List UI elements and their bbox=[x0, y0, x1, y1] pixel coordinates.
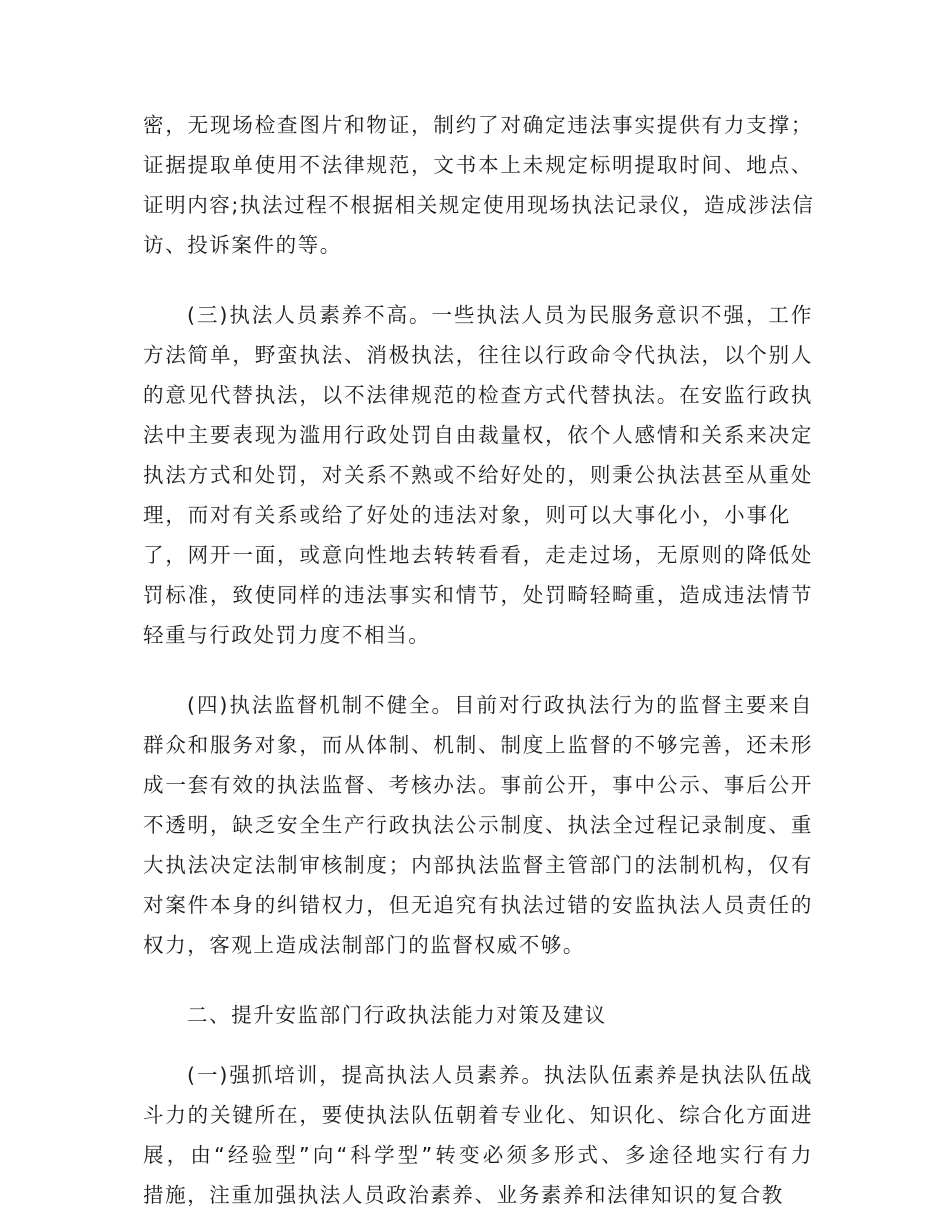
text-line: 证明内容;执法过程不根据相关规定使用现场执法记录仪，造成涉法信 bbox=[143, 193, 815, 217]
paragraph-first-line: (四)执法监督机制不健全。目前对行政执法行为的监督主要来自 bbox=[187, 693, 813, 717]
text-line: 方法简单，野蛮执法、消极执法，往往以行政命令代执法，以个别人 bbox=[143, 343, 813, 367]
text-line: 对案件本身的纠错权力，但无追究有执法过错的安监执法人员责任的 bbox=[143, 893, 813, 917]
text-line: 大执法决定法制审核制度；内部执法监督主管部门的法制机构，仅有 bbox=[143, 853, 813, 877]
text-line: 理，而对有关系或给了好处的违法对象，则可以大事化小，小事化 bbox=[143, 503, 791, 527]
paragraph-first-line: (一)强抓培训，提高执法人员素养。执法队伍素养是执法队伍战 bbox=[187, 1063, 813, 1087]
text-line: 证据提取单使用不法律规范，文书本上未规定标明提取时间、地点、 bbox=[143, 153, 813, 177]
text-line: 罚标准，致使同样的违法事实和情节，处罚畸轻畸重，造成违法情节 bbox=[143, 583, 813, 607]
text-line: 展，由“经验型”向“科学型”转变必须多形式、多途径地实行有力 bbox=[143, 1143, 813, 1167]
paragraph-first-line: (三)执法人员素养不高。一些执法人员为民服务意识不强，工作 bbox=[187, 303, 813, 327]
text-line: 斗力的关键所在，要使执法队伍朝着专业化、知识化、综合化方面进 bbox=[143, 1103, 813, 1127]
text-line: 轻重与行政处罚力度不相当。 bbox=[143, 623, 431, 647]
text-line: 法中主要表现为滥用行政处罚自由裁量权，依个人感情和关系来决定 bbox=[143, 423, 813, 447]
text-line: 了，网开一面，或意向性地去转转看看，走走过场，无原则的降低处 bbox=[143, 543, 813, 567]
text-line: 不透明，缺乏安全生产行政执法公示制度、执法全过程记录制度、重 bbox=[143, 813, 813, 837]
text-line: 执法方式和处罚，对关系不熟或不给好处的，则秉公执法甚至从重处 bbox=[143, 463, 813, 487]
text-line: 成一套有效的执法监督、考核办法。事前公开，事中公示、事后公开 bbox=[143, 773, 813, 797]
text-line: 访、投诉案件的等。 bbox=[143, 233, 342, 257]
text-line: 群众和服务对象，而从体制、机制、制度上监督的不够完善，还未形 bbox=[143, 733, 813, 757]
text-line: 措施，注重加强执法人员政治素养、业务素养和法律知识的复合教 bbox=[143, 1183, 784, 1207]
text-line: 权力，客观上造成法制部门的监督权威不够。 bbox=[143, 933, 585, 957]
text-line: 的意见代替执法，以不法律规范的检查方式代替执法。在安监行政执 bbox=[143, 383, 813, 407]
section-heading: 二、提升安监部门行政执法能力对策及建议 bbox=[187, 1003, 607, 1027]
text-line: 密，无现场检查图片和物证，制约了对确定违法事实提供有力支撑； bbox=[143, 113, 813, 137]
